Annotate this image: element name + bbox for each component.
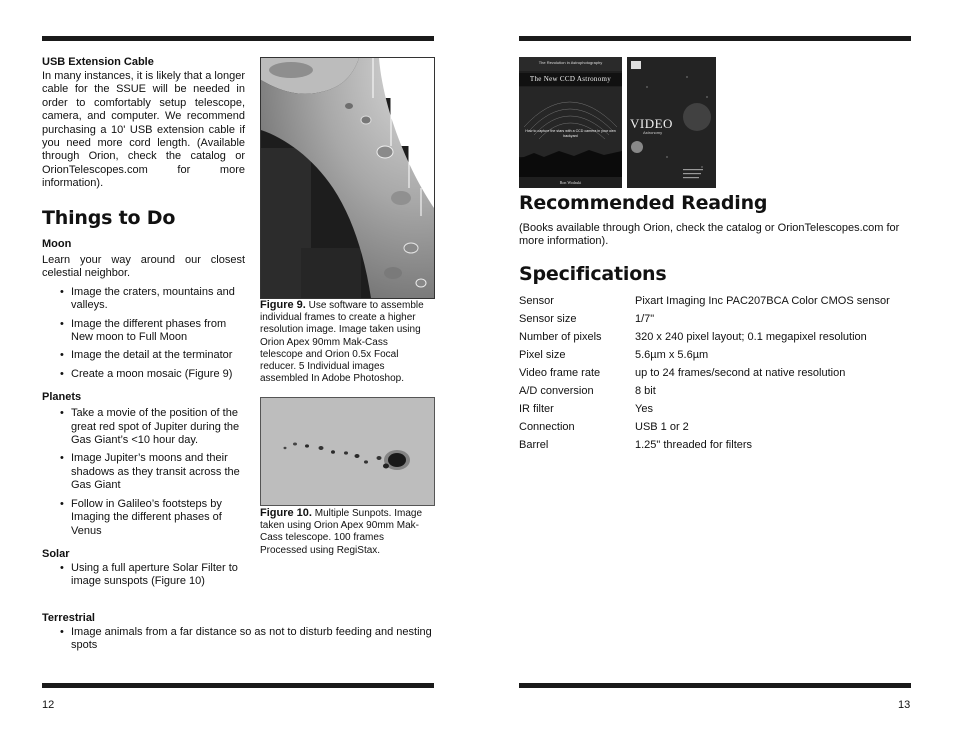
figure-10-label: Figure 10. xyxy=(260,507,312,519)
spec-value: USB 1 or 2 xyxy=(635,421,689,433)
figure-9-caption xyxy=(260,299,430,385)
table-row xyxy=(519,364,911,382)
spec-value: 1/7" xyxy=(635,313,655,325)
moon-list xyxy=(42,286,245,381)
moon-intro: Learn your way around our closest celestial neighbor. xyxy=(42,254,245,280)
top-rule-left xyxy=(42,36,434,41)
specs-title: Specifications xyxy=(519,263,667,285)
book2-title: VIDEO xyxy=(630,116,673,131)
list-item: • Using a full aperture Solar Filter to image sunspots (Figure 10) xyxy=(42,562,245,589)
list-item: • Image the detail at the terminator xyxy=(42,349,245,362)
list-item: • Create a moon mosaic (Figure 9) xyxy=(42,368,245,381)
table-row xyxy=(519,436,911,454)
spec-key: Video frame rate xyxy=(519,367,601,379)
list-item: • Take a movie of the position of the great red spot of Jupiter during the Gas Giant’s <10 hour day. xyxy=(42,407,245,447)
planets-heading: Planets xyxy=(42,391,82,404)
book1-tagline: The Revolution in Astrophotography xyxy=(538,60,603,65)
bottom-rule-right xyxy=(519,683,911,688)
spec-key: Number of pixels xyxy=(519,331,602,343)
table-row xyxy=(519,418,911,436)
reading-section xyxy=(519,192,914,249)
things-title: Things to Do xyxy=(42,207,176,229)
usb-heading: USB Extension Cable xyxy=(42,56,154,68)
book-cover-ccd-astronomy xyxy=(519,57,622,188)
moon-mosaic-graphic xyxy=(261,58,434,298)
list-item: • Image animals from a far distance so as not to disturb feeding and nesting spots xyxy=(42,626,434,653)
terrestrial-list xyxy=(42,626,434,653)
usb-body: In many instances, it is likely that a longer cable for the SSUE will be needed in order to comfortably setup telescope, camera, and computer. We recommend purchasing a 10' USB extension cable if you need more cord length. (Available through Orion, check the catalog or OrionTelescopes.com for more information). xyxy=(42,70,245,190)
spec-value: 1.25" threaded for filters xyxy=(635,439,753,451)
spec-value: 8 bit xyxy=(635,385,656,397)
reading-title: Recommended Reading xyxy=(519,192,768,214)
spec-value: up to 24 frames/second at native resolution xyxy=(635,367,846,379)
figure-10-caption xyxy=(260,507,430,557)
bottom-rule-left xyxy=(42,683,434,688)
list-item: • Follow in Galileo’s footsteps by Imaging the different phases of Venus xyxy=(42,498,245,538)
planets-list xyxy=(42,407,245,538)
table-row xyxy=(519,400,911,418)
spec-key: Pixel size xyxy=(519,349,566,361)
spec-value: Pixart Imaging Inc PAC207BCA Color CMOS sensor xyxy=(635,295,890,307)
spec-value: 5.6µm x 5.6µm xyxy=(635,349,709,361)
page-number-left: 12 xyxy=(42,699,55,711)
book1-subtitle: How to capture the stars with a CCD camera in your own backyard xyxy=(525,129,616,138)
spec-key: Sensor xyxy=(519,295,554,307)
table-row xyxy=(519,310,911,328)
book1-author: Ron Wodaski xyxy=(559,180,582,185)
usb-section xyxy=(42,56,245,191)
book2-subtitle: Astronomy xyxy=(643,130,663,135)
specs-table xyxy=(519,292,911,454)
spec-value: 320 x 240 pixel layout; 0.1 megapixel resolution xyxy=(635,331,867,343)
sunspots-graphic xyxy=(261,398,434,505)
solar-list xyxy=(42,562,245,589)
terrestrial-section xyxy=(42,612,434,658)
table-row xyxy=(519,346,911,364)
figure-9-caption-text: Use software to assemble individual frames to create a higher resolution image. Image taken using Orion Apex 90mm Mak-Cass telescope and Orion 0.5x Focal reducer. 5 Individual images assembled In Adobe Photoshop. xyxy=(260,300,424,385)
figure-9-image xyxy=(260,57,435,299)
terrestrial-heading: Terrestrial xyxy=(42,612,95,624)
spec-key: A/D conversion xyxy=(519,385,594,397)
moon-heading: Moon xyxy=(42,238,72,250)
table-row xyxy=(519,292,911,310)
top-rule-right xyxy=(519,36,911,41)
figure-10-image xyxy=(260,397,435,506)
specs-section xyxy=(519,263,911,454)
list-item: • Image the different phases from New moon to Full Moon xyxy=(42,318,245,345)
spec-key: Connection xyxy=(519,421,575,433)
page-number-right: 13 xyxy=(898,699,911,711)
table-row xyxy=(519,382,911,400)
figure-10-caption-text: Multiple Sunpots. Image taken using Orion Apex 90mm Mak-Cass telescope. 100 frames Processed using RegiStax. xyxy=(260,508,423,556)
list-item: • Image the craters, mountains and valleys. xyxy=(42,286,245,313)
reading-body: (Books available through Orion, check the catalog or OrionTelescopes.com for more information). xyxy=(519,222,900,248)
things-section xyxy=(42,207,245,594)
solar-heading: Solar xyxy=(42,547,70,560)
spec-key: Barrel xyxy=(519,439,549,451)
book1-title: The New CCD Astronomy xyxy=(519,73,622,86)
list-item: • Image Jupiter’s moons and their shadows as they transit across the Gas Giant xyxy=(42,452,245,492)
spec-value: Yes xyxy=(635,403,653,415)
figure-9-label: Figure 9. xyxy=(260,299,306,311)
spec-key: Sensor size xyxy=(519,313,577,325)
spec-key: IR filter xyxy=(519,403,554,415)
book-cover-video-astronomy xyxy=(627,57,716,188)
table-row xyxy=(519,328,911,346)
